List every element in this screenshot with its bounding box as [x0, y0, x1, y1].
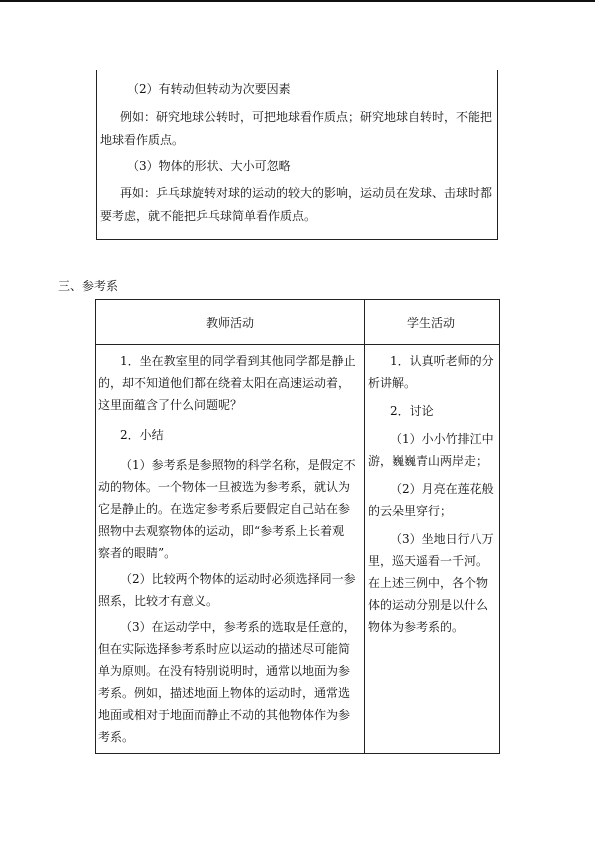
- text-line: 地面或相对于地面而静止不动的其他物体作为参: [98, 708, 351, 722]
- text-line: 照物中去观察物体的运动，即“参考系上长着观: [98, 524, 345, 538]
- text-line: 的云朵里穿行；: [368, 504, 453, 518]
- item-3-text: （3）物体的形状、大小可忽略: [127, 159, 291, 173]
- text-line: 它是静止的。在选定参考系后要假定自己站在参: [98, 502, 351, 516]
- student-discussion-heading: 2．讨论: [390, 404, 434, 418]
- column-divider: [364, 300, 365, 753]
- text-line: （1）参考系是参照物的科学名称，是假定不: [120, 458, 356, 472]
- example-2-line-1: 再如：乒乓球旋转对球的运动的较大的影响，运动员在发球、击球时都: [120, 186, 493, 200]
- text-line: （3）坐地日行八万: [390, 532, 494, 546]
- text-line: 这里面蕴含了什么问题呢？: [98, 398, 243, 412]
- text-line: 体的运动分别是以什么: [368, 598, 489, 612]
- text-line: 考系。: [98, 730, 135, 744]
- text-line: 单为原则。在没有特别说明时，通常以地面为参: [98, 664, 351, 678]
- page-top-rule: [0, 0, 595, 2]
- example-2-line-2: 要考虑，就不能把乒乓球简单看作质点。: [100, 209, 317, 223]
- teacher-activity-header: 教师活动: [205, 316, 254, 330]
- text-line: （3）在运动学中，参考系的选取是任意的，: [120, 620, 356, 634]
- header-divider: [96, 344, 499, 345]
- text-line: （2）月亮在莲花般: [390, 482, 494, 496]
- text-line: 的，却不知道他们都在绕着太阳在高速运动着，: [98, 376, 351, 390]
- text-line: 1．坐在教室里的同学看到其他同学都是静止: [120, 354, 356, 368]
- summary-heading: 2．小结: [120, 428, 164, 442]
- example-1-line-1: 例如：研究地球公转时，可把地球看作质点；研究地球自转时，不能把: [120, 110, 493, 124]
- text-line: 考系。例如，描述地面上物体的运动时，通常选: [98, 686, 351, 700]
- text-line: 察者的眼睛”。: [98, 546, 177, 560]
- text-line: 动的物体。一个物体一旦被选为参考系，就认为: [98, 480, 351, 494]
- section-heading: 三、参考系: [58, 279, 119, 293]
- example-1-line-2: 地球看作质点。: [100, 133, 185, 147]
- student-activity-header: 学生活动: [406, 316, 455, 330]
- text-line: 物体为参考系的。: [368, 620, 465, 634]
- text-line: 但在实际选择参考系时应以运动的描述尽可能简: [98, 642, 351, 656]
- text-line: 1．认真听老师的分: [390, 354, 494, 368]
- text-line: 游，巍巍青山两岸走；: [368, 454, 489, 468]
- text-line: 里，巡天遥看一千河。: [368, 554, 489, 568]
- text-line: （1）小小竹排江中: [390, 432, 494, 446]
- text-line: 在上述三例中，各个物: [368, 576, 489, 590]
- item-2-text: （2）有转动但转动为次要因素: [127, 82, 291, 96]
- text-line: 照系，比较才有意义。: [98, 594, 219, 608]
- text-line: （2）比较两个物体的运动时必须选择同一参: [120, 572, 356, 586]
- text-line: 析讲解。: [368, 376, 417, 390]
